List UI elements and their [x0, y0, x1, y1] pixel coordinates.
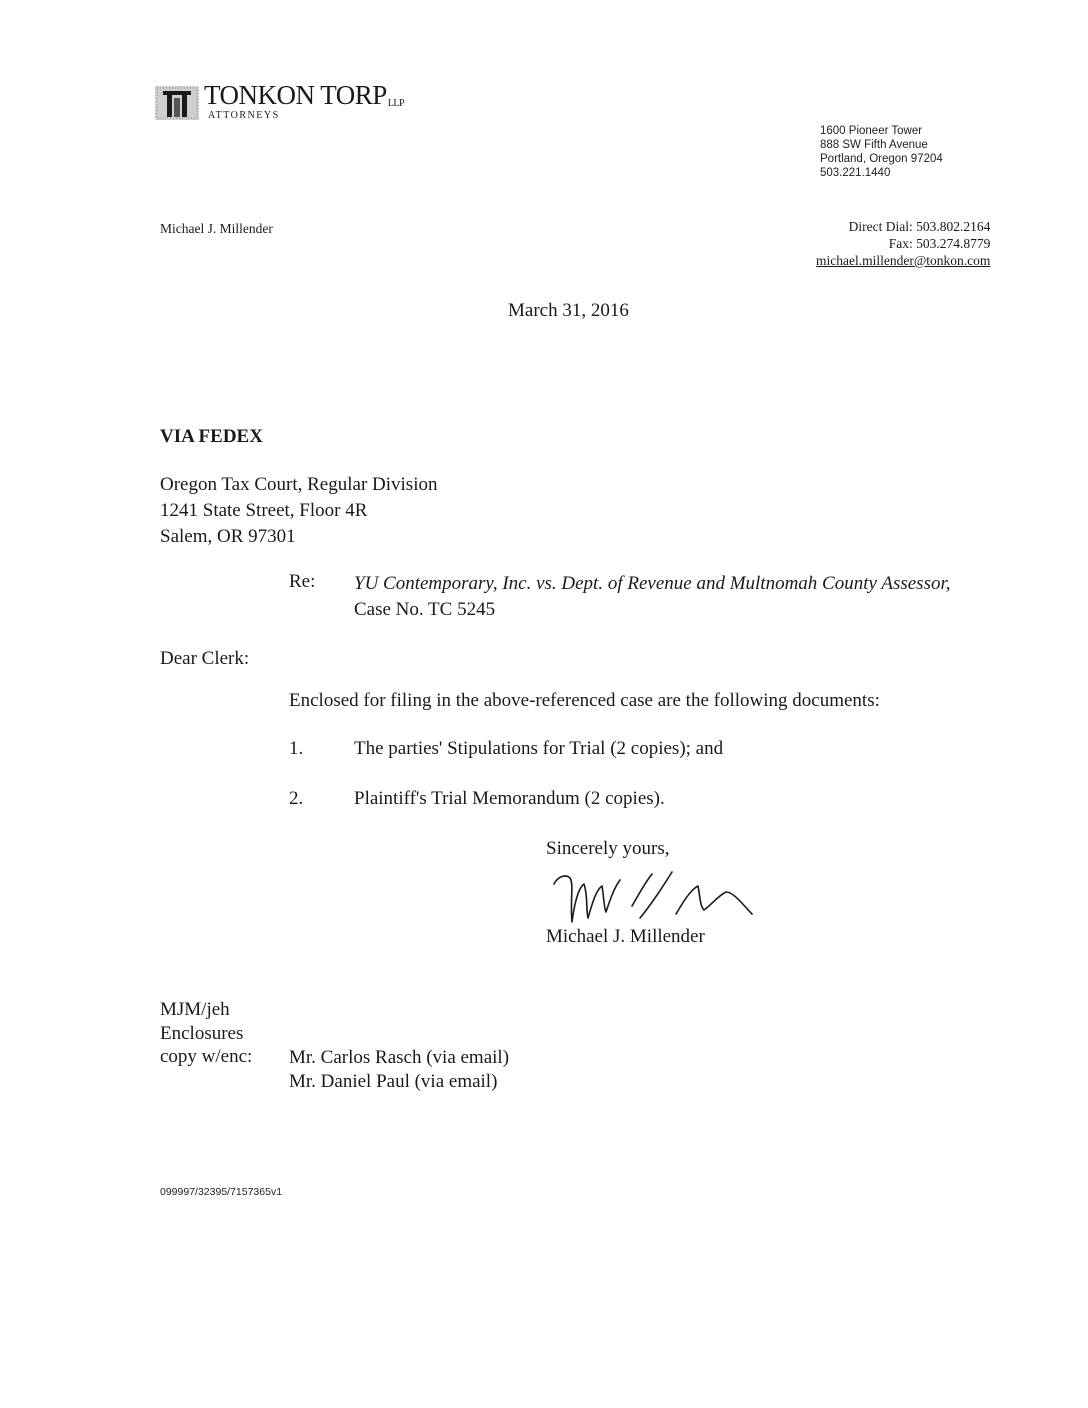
- direct-dial: Direct Dial: 503.802.2164: [848, 219, 991, 234]
- firm-phone: 503.221.1440: [820, 167, 891, 179]
- letter-date: March 31, 2016: [508, 300, 629, 321]
- firm-name: [204, 82, 404, 109]
- firm-address-line: 1600 Pioneer Tower: [820, 125, 923, 137]
- body-intro: Enclosed for filing in the above-referenced case are the following documents:: [289, 690, 880, 711]
- copy-recipient: Mr. Carlos Rasch (via email): [289, 1047, 510, 1068]
- firm-address-line: Portland, Oregon 97204: [820, 153, 943, 165]
- delivery-method: VIA FEDEX: [160, 426, 263, 447]
- typist-initials: MJM/jeh: [160, 999, 230, 1020]
- list-item-text: Plaintiff's Trial Memorandum (2 copies).: [354, 788, 665, 809]
- fax-number: Fax: 503.274.8779: [888, 236, 991, 251]
- enclosures-note: Enclosures: [160, 1023, 244, 1044]
- list-item-text: The parties' Stipulations for Trial (2 copies); and: [354, 738, 724, 759]
- copy-recipient: Mr. Daniel Paul (via email): [289, 1071, 498, 1092]
- re-label: Re:: [289, 571, 316, 592]
- re-subject: [354, 571, 974, 623]
- salutation: Dear Clerk:: [160, 648, 250, 669]
- recipient-line: Oregon Tax Court, Regular Division: [160, 474, 438, 495]
- firm-name-text: TONKON TORP: [204, 80, 387, 110]
- sender-email[interactable]: michael.millender@tonkon.com: [816, 253, 991, 268]
- firm-address: [820, 124, 943, 180]
- recipient-line: Salem, OR 97301: [160, 526, 296, 547]
- closing: Sincerely yours,: [546, 838, 670, 859]
- signature-icon: [548, 866, 773, 928]
- copy-recipients: [289, 1046, 509, 1094]
- case-number: Case No. TC 5245: [354, 599, 496, 620]
- footer-notes: [160, 998, 243, 1046]
- firm-tagline: ATTORNEYS: [208, 110, 280, 121]
- document-id: 099997/32395/7157365v1: [160, 1186, 283, 1198]
- firm-address-line: 888 SW Fifth Avenue: [820, 139, 928, 151]
- sender-name: Michael J. Millender: [160, 221, 273, 236]
- firm-suffix: LLP: [387, 98, 405, 109]
- firm-logo-icon: [155, 86, 199, 120]
- recipient-address: [160, 472, 437, 550]
- copy-label: copy w/enc:: [160, 1046, 253, 1067]
- signer-name: Michael J. Millender: [546, 926, 705, 947]
- recipient-line: 1241 State Street, Floor 4R: [160, 500, 368, 521]
- case-title: YU Contemporary, Inc. vs. Dept. of Revenue and Multnomah County Assessor,: [354, 573, 951, 594]
- sender-contact: [816, 218, 990, 269]
- list-item-number: 1.: [289, 738, 304, 759]
- list-item-number: 2.: [289, 788, 304, 809]
